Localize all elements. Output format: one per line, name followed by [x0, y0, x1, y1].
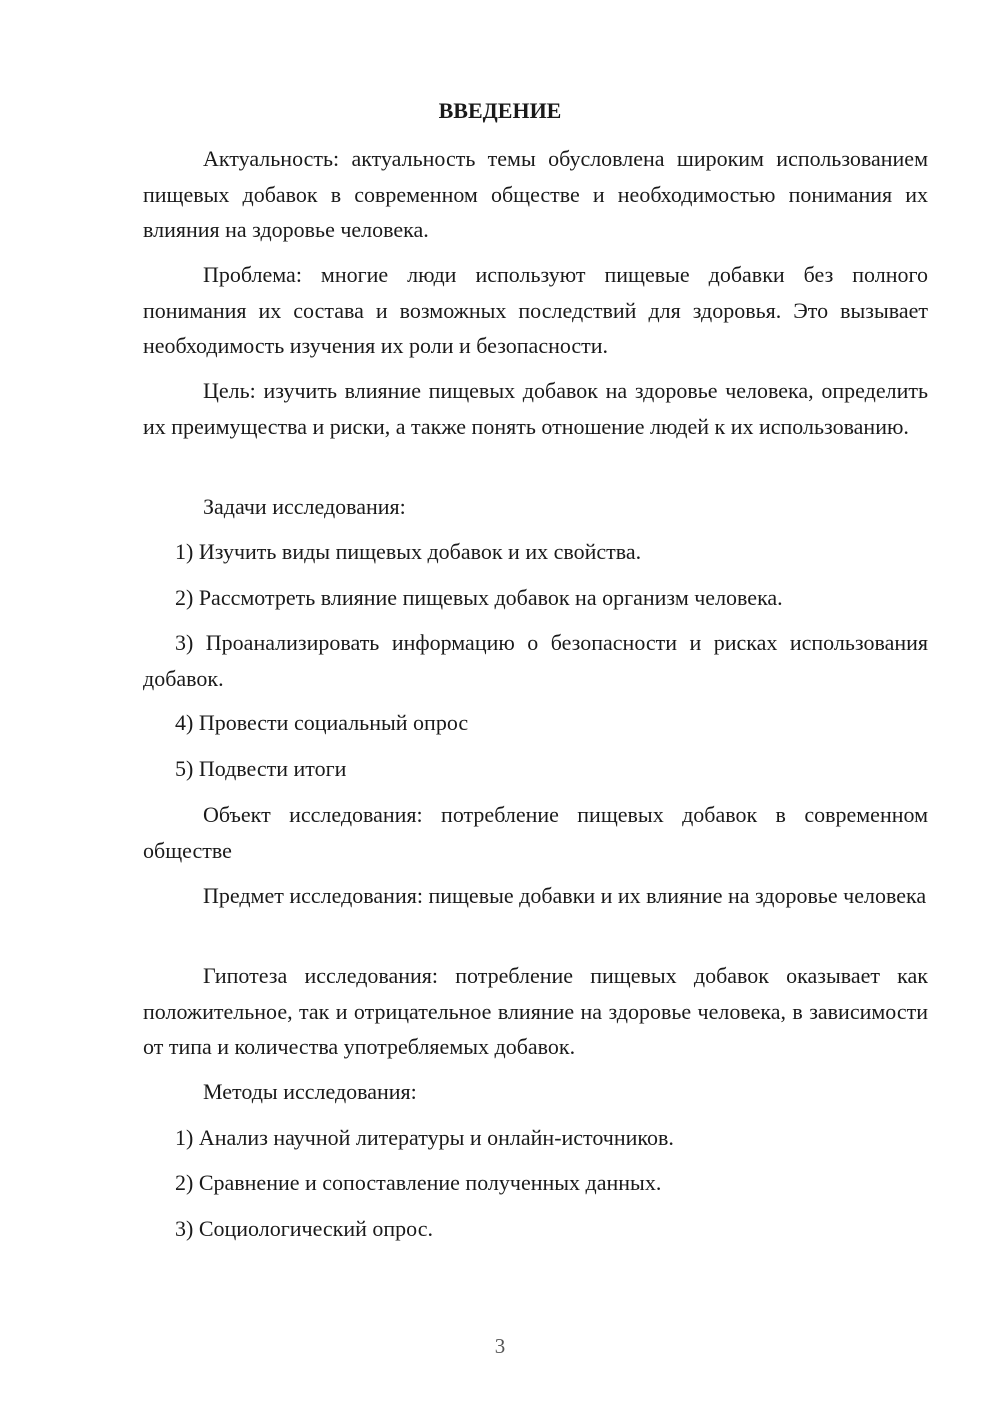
- relevance-paragraph: Актуальность: актуальность темы обусловлена широким использованием пищевых добавок в современном обществе и необходимостью понимания их влияния на здоровье человека.: [143, 146, 928, 242]
- task-item: 4) Провести социальный опрос: [175, 710, 469, 735]
- goal-paragraph: Цель: изучить влияние пищевых добавок на здоровье человека, определить их преимущества и риски, а также понять отношение людей к их использованию.: [143, 378, 928, 439]
- section-heading: ВВЕДЕНИЕ: [438, 98, 562, 123]
- method-item: 3) Социологический опрос.: [175, 1216, 433, 1241]
- task-item: 5) Подвести итоги: [175, 756, 347, 781]
- page-number: 3: [494, 1334, 506, 1358]
- tasks-title: Задачи исследования:: [203, 494, 406, 519]
- subject-paragraph: Предмет исследования: пищевые добавки и их влияние на здоровье человека: [203, 883, 927, 908]
- object-paragraph: Объект исследования: потребление пищевых добавок в современном обществе: [143, 802, 928, 863]
- task-item: 3) Проанализировать информацию о безопасности и рисках использования добавок.: [143, 630, 928, 691]
- task-item: 2) Рассмотреть влияние пищевых добавок на организм человека.: [175, 585, 783, 610]
- method-item: 2) Сравнение и сопоставление полученных данных.: [175, 1170, 662, 1195]
- problem-paragraph: Проблема: многие люди используют пищевые добавки без полного понимания их состава и возможных последствий для здоровья. Это вызывает необходимость изучения их роли и безопасности.: [143, 262, 928, 358]
- hypothesis-paragraph: Гипотеза исследования: потребление пищевых добавок оказывает как положительное, так и отрицательное влияние на здоровье человека, в зависимости от типа и количества употребляемых добавок.: [143, 963, 928, 1059]
- methods-title: Методы исследования:: [203, 1079, 417, 1104]
- task-item: 1) Изучить виды пищевых добавок и их свойства.: [175, 539, 642, 564]
- method-item: 1) Анализ научной литературы и онлайн-источников.: [175, 1125, 674, 1150]
